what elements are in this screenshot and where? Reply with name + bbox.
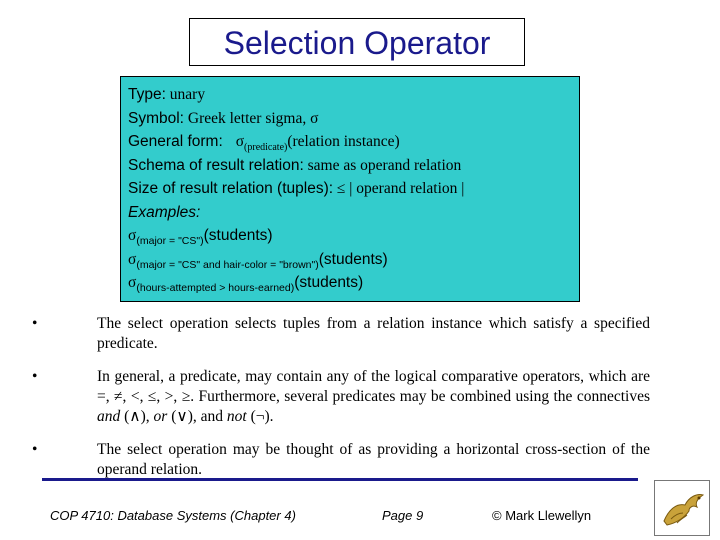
size-label: Size of result relation (tuples): — [128, 180, 334, 197]
form-subscript: (predicate) — [244, 142, 288, 153]
bullet-text-part: (∨), and — [167, 408, 227, 425]
pegasus-logo-graphic — [655, 481, 709, 535]
title-frame — [189, 18, 525, 66]
bullet-marker: • — [32, 368, 38, 385]
slide-title: Selection Operator — [223, 25, 491, 61]
definition-box — [120, 76, 580, 302]
type-line — [128, 83, 579, 107]
bullet-marker: • — [32, 441, 38, 458]
footer-author: © Mark Llewellyn — [492, 508, 592, 523]
example-relation: (students) — [318, 250, 388, 268]
example-2 — [128, 248, 579, 272]
symbol-label: Symbol: — [128, 109, 184, 127]
bullet-text-part: (∧), — [120, 408, 154, 425]
connective-and: and — [97, 408, 121, 425]
form-rest: (relation instance) — [287, 133, 400, 150]
type-value: unary — [165, 86, 206, 103]
size-line — [128, 177, 579, 201]
bullet-text-part: In general, a predicate, may contain any of the logical comparative operators, which are =, ≠, <, ≤, >, ≥. Furthermore, several predicates may be combined using the connectives — [97, 368, 650, 405]
schema-line — [128, 154, 579, 178]
size-value: ≤ | operand relation | — [333, 180, 465, 197]
connective-not: not — [226, 408, 247, 425]
example-1 — [128, 224, 579, 248]
example-sigma: σ — [128, 250, 137, 268]
bullet-list — [24, 314, 650, 493]
footer-rule — [42, 478, 638, 481]
example-sigma: σ — [128, 227, 137, 244]
footer-course: COP 4710: Database Systems (Chapter 4) — [50, 508, 296, 523]
slide-footer — [0, 478, 720, 540]
example-predicate: (major = "CS") — [136, 235, 204, 247]
example-3 — [128, 271, 579, 295]
schema-value: same as operand relation — [303, 156, 462, 174]
bullet-text-part: (¬). — [246, 408, 274, 425]
form-label: General form: — [128, 133, 236, 150]
connective-or: or — [153, 408, 168, 425]
example-relation: (students) — [294, 274, 364, 291]
examples-label: Examples: — [128, 203, 201, 221]
form-sigma: σ — [235, 133, 245, 150]
bullet-item — [24, 367, 650, 427]
symbol-line — [128, 107, 579, 131]
example-predicate: (major = "CS" and hair-color = "brown") — [136, 258, 319, 271]
type-label: Type: — [128, 86, 166, 103]
example-relation: (students) — [203, 227, 273, 244]
schema-label: Schema of result relation: — [128, 156, 304, 174]
bullet-item — [24, 314, 650, 354]
footer-page: Page 9 — [382, 508, 424, 523]
bullet-text — [97, 367, 650, 427]
bullet-marker: • — [32, 315, 38, 332]
bullet-text: The select operation selects tuples from a relation instance which satisfy a specified predicate. — [97, 315, 650, 352]
symbol-value: Greek letter sigma, σ — [184, 109, 319, 127]
general-form-line — [128, 130, 579, 154]
bullet-item — [24, 440, 650, 480]
example-sigma: σ — [128, 274, 137, 291]
example-predicate: (hours-attempted > hours-earned) — [136, 282, 295, 294]
bullet-text: The select operation may be thought of as providing a horizontal cross-section of the operand relation. — [97, 441, 650, 478]
pegasus-logo-icon — [654, 480, 710, 536]
